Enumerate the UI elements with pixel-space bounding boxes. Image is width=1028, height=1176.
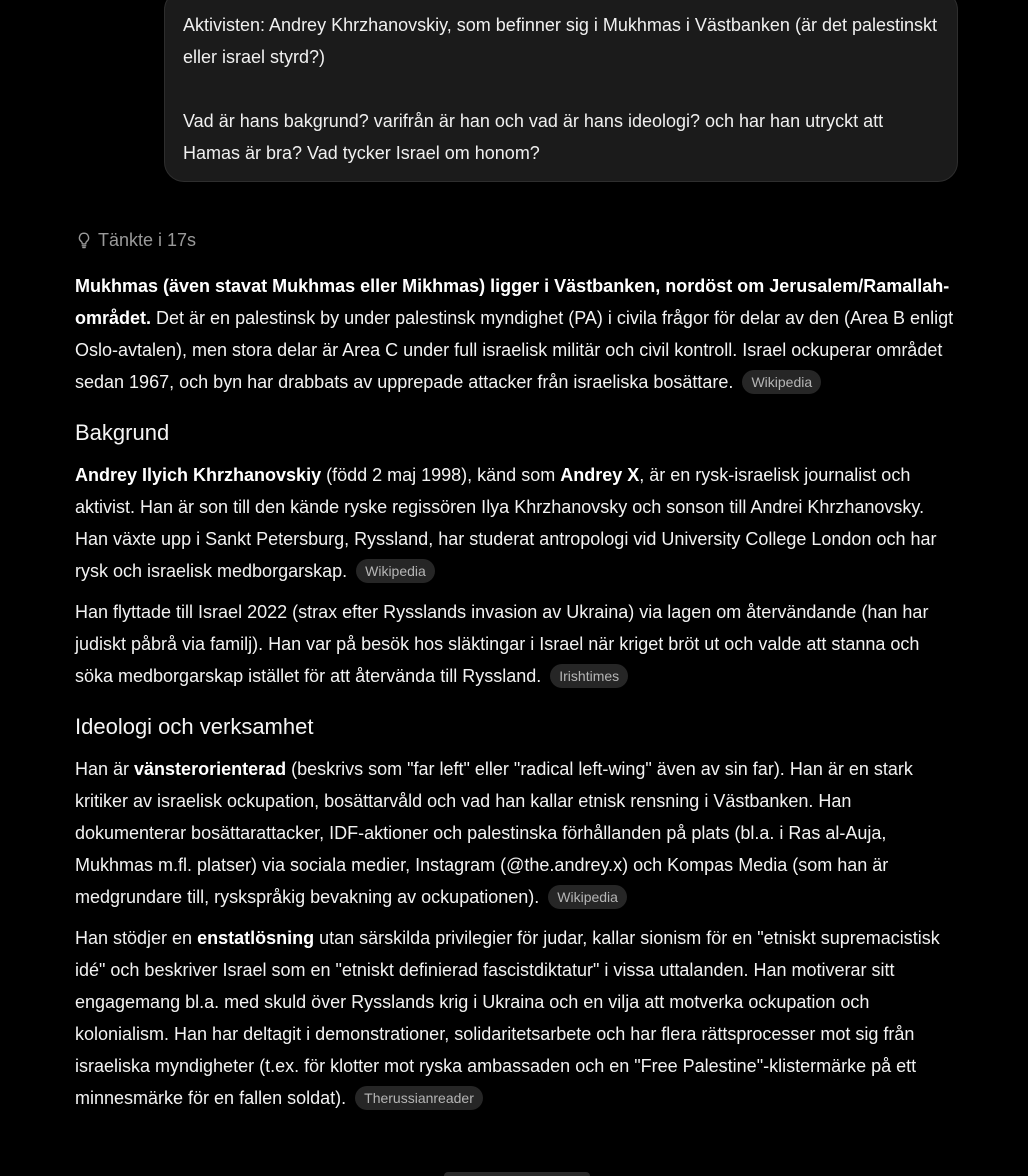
source-chip[interactable]: Wikipedia (742, 370, 821, 394)
section-heading: Ideologi och verksamhet (75, 714, 314, 739)
paragraph-text: Han flyttade till Israel 2022 (strax efter Rysslands invasion av Ukraina) via lagen om återvändande (han har judiskt påbrå via familj). Han var på besök hos släktingar i Israel när kriget bröt ut och valde att stanna och söka medborgarskap istället för att återvända till Ryssland. (75, 602, 929, 686)
source-chip[interactable]: Wikipedia (548, 885, 627, 909)
bakgrund-paragraph (75, 596, 959, 692)
paragraph-text: Han är (75, 759, 135, 779)
user-message-paragraph: Aktivisten: Andrey Khrzhanovskiy, som befinner sig i Mukhmas i Västbanken (är det palestinskt eller israel styrd?) (183, 15, 938, 67)
intro-paragraph (75, 270, 959, 398)
ideologi-paragraph (75, 922, 959, 1114)
source-chip[interactable]: Wikipedia (356, 559, 435, 583)
paragraph-text: , är en rysk-israelisk journalist och aktivist. Han är son till den kände ryske regissören Ilya Khrzhanovsky och sonson till Andrei Khrzhanovsky. Han växte upp i Sankt Petersburg, Ryssland, har studerat antropologi vid University College London och har rysk och israelisk medborgarskap. (75, 465, 937, 581)
alias-bold-text: Andrey X (560, 465, 640, 485)
name-bold-text: Andrey Ilyich Khrzhanovskiy (75, 465, 322, 485)
source-chip[interactable]: Therussianreader (355, 1086, 483, 1110)
ideologi-paragraph (75, 753, 959, 913)
intro-text: Det är en palestinsk by under palestinsk myndighet (PA) i civila frågor för delar av den (Area B enligt Oslo-avtalen), men stora delar är Area C under full israelisk militär och civil kontroll. Israel ockuperar området sedan 1967, och byn har drabbats av upprepade attacker från israeliska bosättare. (75, 308, 954, 392)
lightbulb-icon (75, 231, 93, 249)
thought-toggle[interactable] (75, 228, 196, 252)
source-chip[interactable]: Irishtimes (550, 664, 628, 688)
section-heading: Bakgrund (75, 420, 170, 445)
user-message-bubble (164, 0, 958, 182)
paragraph-text: Han stödjer en (75, 928, 198, 948)
paragraph-text: (beskrivs som "far left" eller "radical left-wing" även av sin far). Han är en stark kritiker av israelisk ockupation, bosättarvåld och vad han kallar etnisk rensning i Västbanken. Han dokumenterar bosättarattacker, IDF-aktioner och palestinska förhållanden på plats (bl.a. i Ras al-Auja, Mukhmas m.fl. platser) via sociala medier, Instagram (@the.andrey.x) och Kompas Media (som han är medgrundare till, ryskspråkig bevakning av ockupationen). (75, 759, 913, 907)
paragraph-text: utan särskilda privilegier för judar, kallar sionism för en "etniskt supremacistisk idé" och beskriver Israel som en "etniskt definierad fascistdiktatur" i vissa uttalanden. Han motiverar sitt engagemang bl.a. med skuld över Rysslands krig i Ukraina och en vilja att motverka ockupation och kolonialism. Han har deltagit i demonstrationer, solidaritetsarbete och har flera rättsprocesser mot sig från israeliska myndigheter (t.ex. för klotter mot ryska ambassaden och en "Free Palestine"-klistermärke på ett minnesmärke för en fallen soldat). (75, 928, 940, 1108)
paragraph-text: (född 2 maj 1998), känd som (321, 465, 561, 485)
user-message-paragraph: Vad är hans bakgrund? varifrån är han och vad är hans ideologi? och har han utryckt att Hamas är bra? Vad tycker Israel om honom? (183, 111, 884, 163)
intro-bold-text: Mukhmas (även stavat Mukhmas eller Mikhmas) ligger i Västbanken, nordöst om Jerusalem/Ramallah-området. (75, 276, 950, 328)
assistant-answer (75, 270, 959, 1123)
bakgrund-paragraph (75, 459, 959, 587)
scroll-to-bottom-pill[interactable] (444, 1172, 590, 1176)
bold-text: enstatlösning (197, 928, 315, 948)
bold-text: vänsterorienterad (134, 759, 287, 779)
thought-label: Tänkte i 17s (98, 230, 197, 250)
